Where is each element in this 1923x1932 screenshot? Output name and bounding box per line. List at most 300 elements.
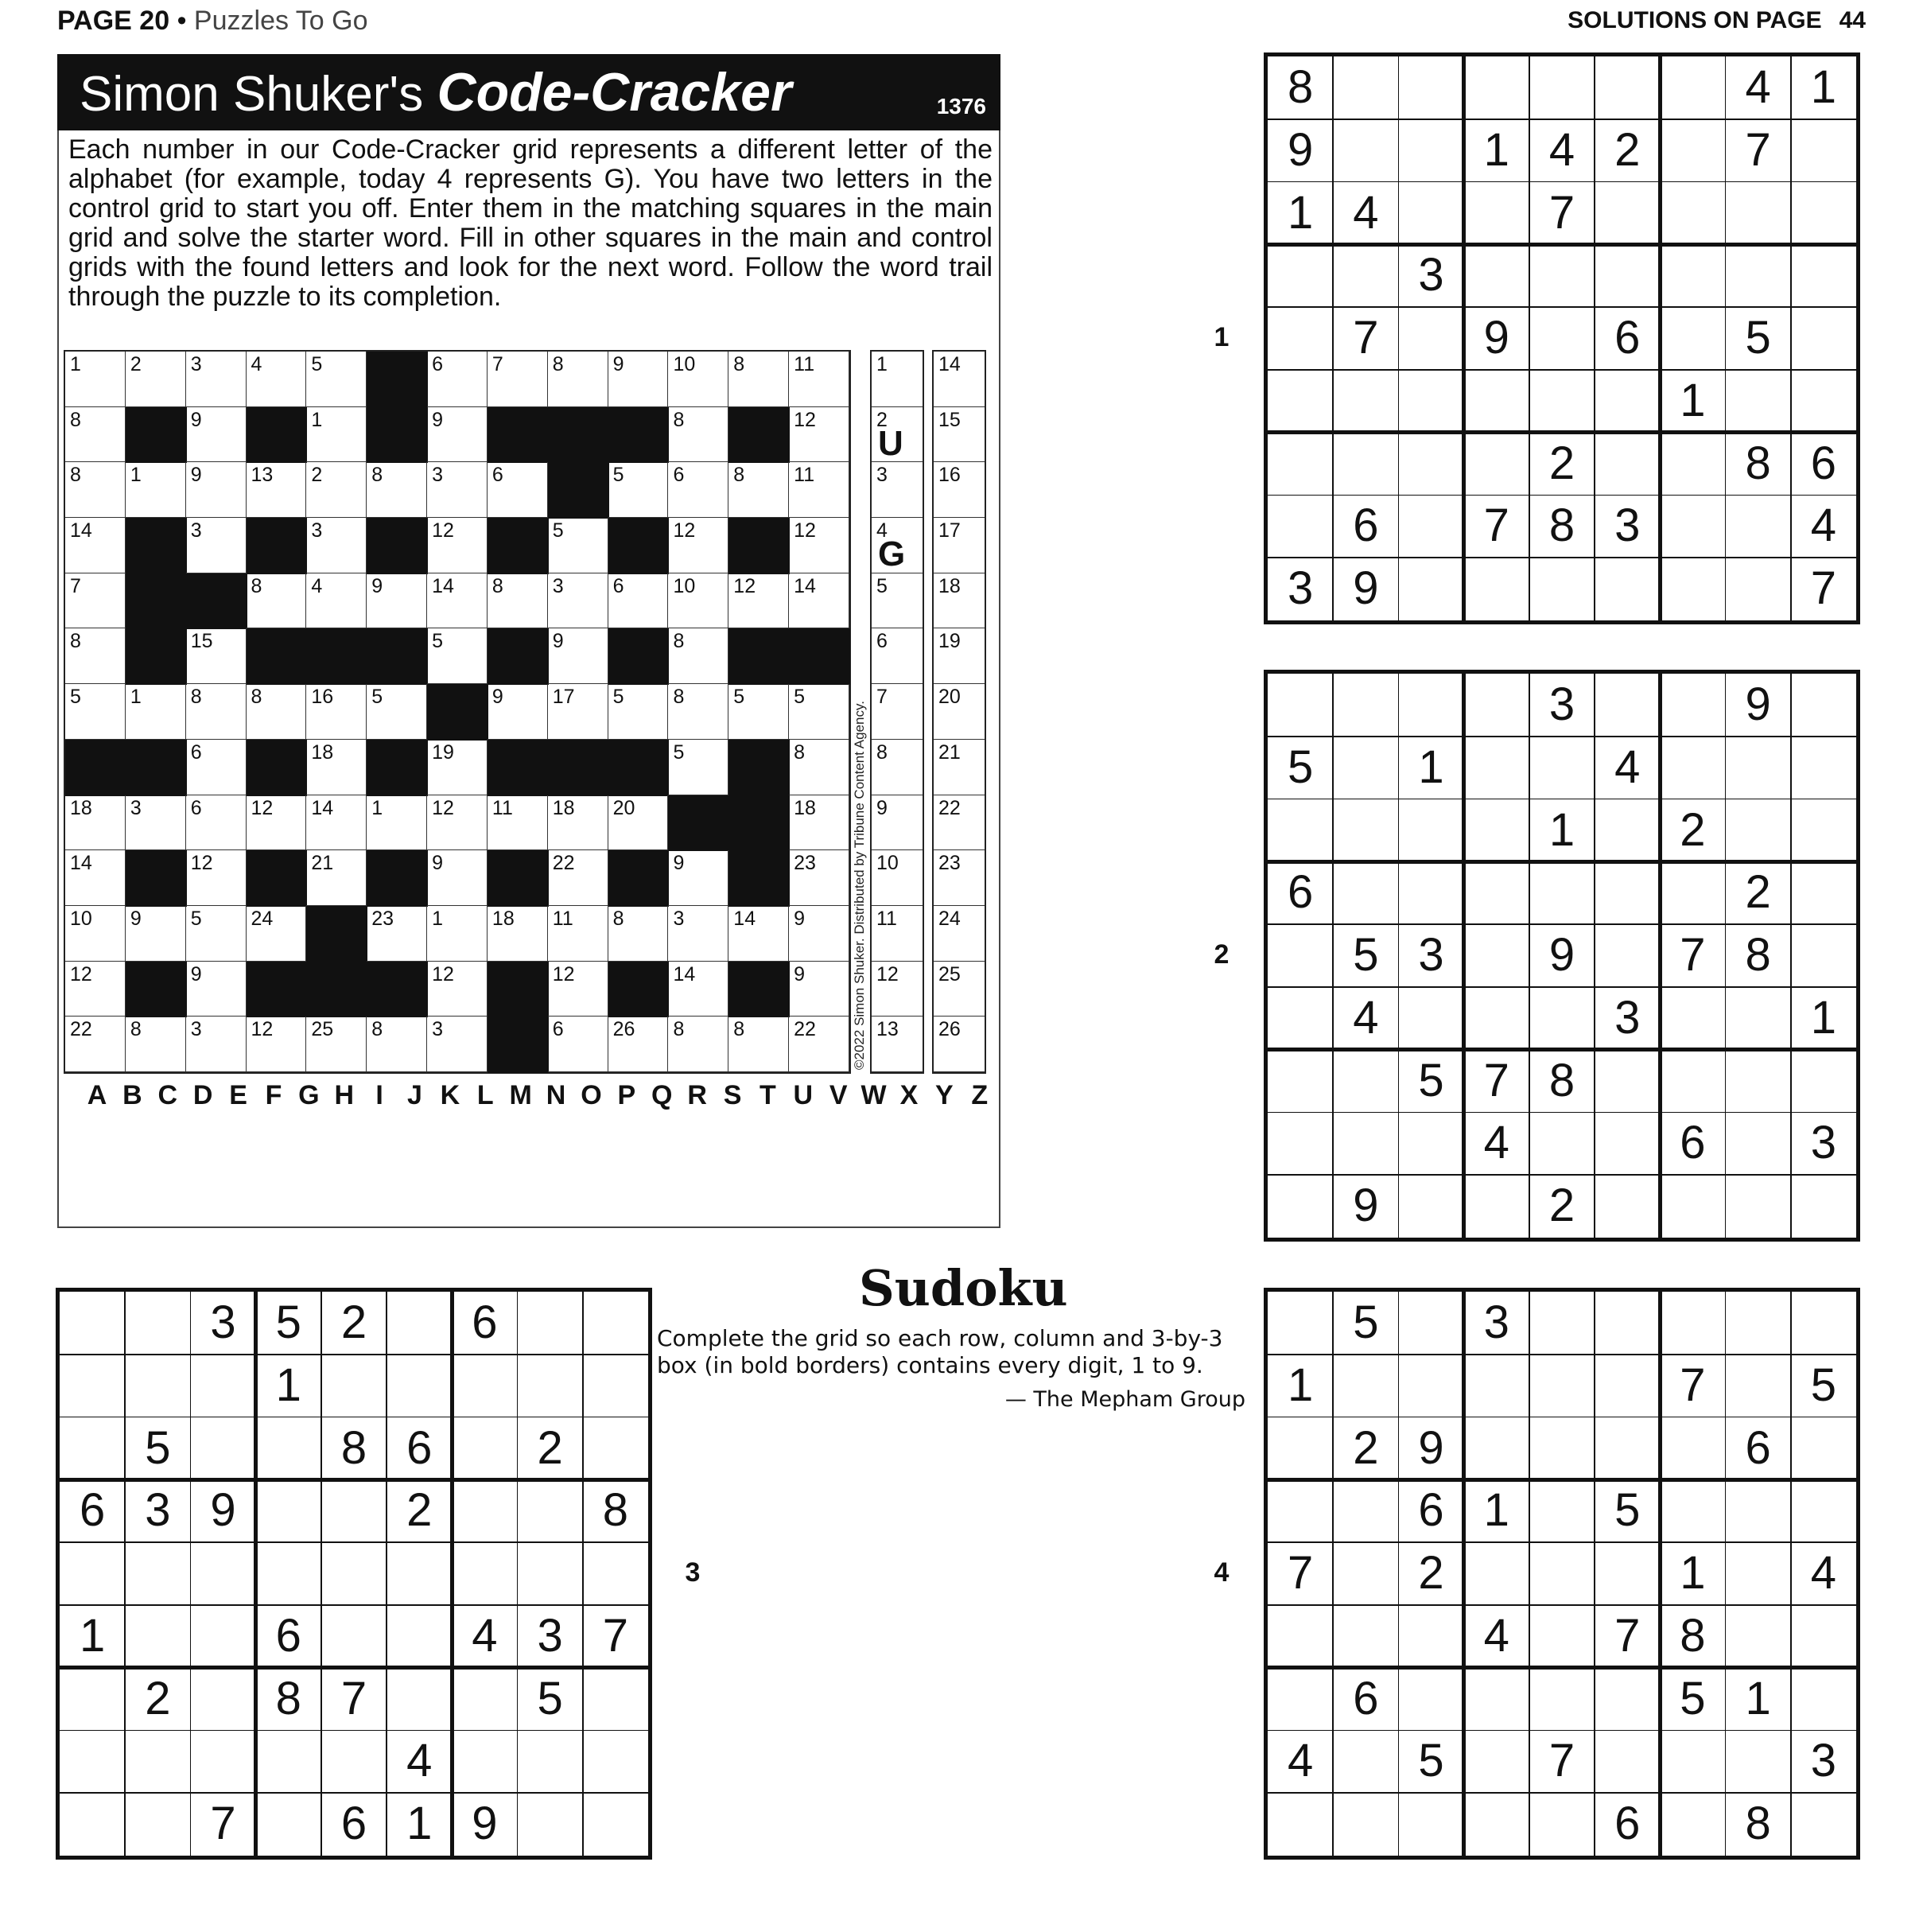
- empty-cell[interactable]: [256, 1793, 321, 1856]
- empty-cell[interactable]: [1464, 56, 1529, 119]
- grid-cell[interactable]: [668, 573, 728, 629]
- empty-cell[interactable]: [1464, 558, 1529, 620]
- empty-cell[interactable]: [518, 1542, 583, 1605]
- empty-cell[interactable]: [1595, 558, 1660, 620]
- empty-cell[interactable]: [1398, 307, 1463, 370]
- control-cell[interactable]: [872, 962, 923, 1017]
- empty-cell[interactable]: [583, 1355, 648, 1417]
- control-cell[interactable]: [872, 795, 923, 851]
- empty-cell[interactable]: [1464, 370, 1529, 433]
- alphabet-letter[interactable]: N: [546, 1080, 566, 1110]
- empty-cell[interactable]: [60, 1542, 125, 1605]
- empty-cell[interactable]: [1726, 370, 1791, 433]
- grid-cell[interactable]: [789, 850, 849, 906]
- empty-cell[interactable]: [1529, 1479, 1595, 1542]
- grid-cell[interactable]: [728, 906, 789, 962]
- empty-cell[interactable]: [1595, 1050, 1660, 1113]
- grid-cell[interactable]: [728, 462, 789, 518]
- empty-cell[interactable]: [1791, 370, 1856, 433]
- empty-cell[interactable]: [1595, 1292, 1660, 1355]
- control-cell[interactable]: [872, 573, 923, 629]
- empty-cell[interactable]: [1726, 1605, 1791, 1668]
- grid-cell[interactable]: [608, 352, 669, 407]
- empty-cell[interactable]: [1595, 1355, 1660, 1417]
- empty-cell[interactable]: [1726, 558, 1791, 620]
- empty-cell[interactable]: [387, 1542, 452, 1605]
- alphabet-letter[interactable]: O: [581, 1080, 602, 1110]
- control-cell[interactable]: [872, 462, 923, 518]
- empty-cell[interactable]: [125, 1730, 190, 1793]
- empty-cell[interactable]: [1529, 1542, 1595, 1605]
- empty-cell[interactable]: [452, 1417, 517, 1480]
- grid-cell[interactable]: [427, 962, 488, 1017]
- empty-cell[interactable]: [1660, 1479, 1725, 1542]
- grid-cell[interactable]: [548, 795, 608, 851]
- empty-cell[interactable]: [1726, 799, 1791, 862]
- grid-cell[interactable]: [126, 352, 186, 407]
- grid-cell[interactable]: [427, 628, 488, 684]
- empty-cell[interactable]: [1464, 861, 1529, 924]
- empty-cell[interactable]: [190, 1605, 255, 1668]
- empty-cell[interactable]: [1268, 1175, 1333, 1238]
- empty-cell[interactable]: [1398, 799, 1463, 862]
- grid-cell[interactable]: [668, 1017, 728, 1072]
- empty-cell[interactable]: [1791, 1417, 1856, 1480]
- grid-cell[interactable]: [427, 518, 488, 573]
- grid-cell[interactable]: [186, 518, 247, 573]
- empty-cell[interactable]: [1333, 1050, 1398, 1113]
- grid-cell[interactable]: [186, 740, 247, 795]
- grid-cell[interactable]: [427, 850, 488, 906]
- empty-cell[interactable]: [452, 1479, 517, 1542]
- grid-cell[interactable]: [427, 573, 488, 629]
- empty-cell[interactable]: [190, 1542, 255, 1605]
- empty-cell[interactable]: [1660, 1793, 1725, 1856]
- alphabet-letter[interactable]: K: [440, 1080, 460, 1110]
- empty-cell[interactable]: [1595, 433, 1660, 496]
- empty-cell[interactable]: [1464, 1668, 1529, 1731]
- empty-cell[interactable]: [1726, 1050, 1791, 1113]
- empty-cell[interactable]: [1660, 737, 1725, 799]
- empty-cell[interactable]: [60, 1668, 125, 1731]
- grid-cell[interactable]: [668, 628, 728, 684]
- control-cell[interactable]: [934, 906, 985, 962]
- grid-cell[interactable]: [306, 740, 367, 795]
- empty-cell[interactable]: [1398, 1112, 1463, 1175]
- empty-cell[interactable]: [1529, 244, 1595, 307]
- empty-cell[interactable]: [518, 1730, 583, 1793]
- grid-cell[interactable]: [306, 795, 367, 851]
- empty-cell[interactable]: [1791, 1050, 1856, 1113]
- grid-cell[interactable]: [668, 462, 728, 518]
- grid-cell[interactable]: [126, 1017, 186, 1072]
- empty-cell[interactable]: [583, 1730, 648, 1793]
- empty-cell[interactable]: [1398, 119, 1463, 182]
- empty-cell[interactable]: [190, 1355, 255, 1417]
- grid-cell[interactable]: [65, 795, 126, 851]
- empty-cell[interactable]: [125, 1542, 190, 1605]
- grid-cell[interactable]: [186, 352, 247, 407]
- grid-cell[interactable]: [548, 1017, 608, 1072]
- empty-cell[interactable]: [1660, 495, 1725, 558]
- empty-cell[interactable]: [518, 1479, 583, 1542]
- grid-cell[interactable]: [126, 795, 186, 851]
- alphabet-letter[interactable]: T: [759, 1080, 776, 1110]
- empty-cell[interactable]: [1791, 1175, 1856, 1238]
- grid-cell[interactable]: [789, 573, 849, 629]
- grid-cell[interactable]: [548, 850, 608, 906]
- empty-cell[interactable]: [1595, 861, 1660, 924]
- grid-cell[interactable]: [789, 740, 849, 795]
- grid-cell[interactable]: [367, 684, 427, 740]
- empty-cell[interactable]: [1726, 1292, 1791, 1355]
- empty-cell[interactable]: [125, 1793, 190, 1856]
- grid-cell[interactable]: [488, 573, 548, 629]
- grid-cell[interactable]: [728, 352, 789, 407]
- empty-cell[interactable]: [1464, 674, 1529, 737]
- empty-cell[interactable]: [1398, 1793, 1463, 1856]
- empty-cell[interactable]: [1726, 1542, 1791, 1605]
- grid-cell[interactable]: [548, 573, 608, 629]
- grid-cell[interactable]: [789, 906, 849, 962]
- grid-cell[interactable]: [427, 407, 488, 463]
- grid-cell[interactable]: [668, 407, 728, 463]
- empty-cell[interactable]: [1333, 1730, 1398, 1793]
- alphabet-letter[interactable]: Y: [935, 1080, 954, 1110]
- grid-cell[interactable]: [789, 795, 849, 851]
- empty-cell[interactable]: [1268, 370, 1333, 433]
- empty-cell[interactable]: [1791, 1793, 1856, 1856]
- empty-cell[interactable]: [1333, 1605, 1398, 1668]
- empty-cell[interactable]: [1726, 1730, 1791, 1793]
- grid-cell[interactable]: [668, 518, 728, 573]
- grid-cell[interactable]: [367, 462, 427, 518]
- grid-cell[interactable]: [488, 906, 548, 962]
- grid-cell[interactable]: [186, 628, 247, 684]
- grid-cell[interactable]: [608, 462, 669, 518]
- empty-cell[interactable]: [452, 1542, 517, 1605]
- empty-cell[interactable]: [1529, 558, 1595, 620]
- empty-cell[interactable]: [1791, 737, 1856, 799]
- grid-cell[interactable]: [126, 684, 186, 740]
- empty-cell[interactable]: [1791, 1292, 1856, 1355]
- grid-cell[interactable]: [65, 684, 126, 740]
- grid-cell[interactable]: [728, 1017, 789, 1072]
- grid-cell[interactable]: [306, 518, 367, 573]
- empty-cell[interactable]: [583, 1793, 648, 1856]
- empty-cell[interactable]: [1726, 244, 1791, 307]
- empty-cell[interactable]: [1595, 56, 1660, 119]
- grid-cell[interactable]: [65, 518, 126, 573]
- control-cell[interactable]: [872, 850, 923, 906]
- empty-cell[interactable]: [518, 1292, 583, 1355]
- empty-cell[interactable]: [1595, 799, 1660, 862]
- grid-cell[interactable]: [306, 850, 367, 906]
- grid-cell[interactable]: [668, 684, 728, 740]
- empty-cell[interactable]: [1464, 924, 1529, 987]
- empty-cell[interactable]: [1398, 1355, 1463, 1417]
- empty-cell[interactable]: [1529, 1112, 1595, 1175]
- empty-cell[interactable]: [1660, 119, 1725, 182]
- grid-cell[interactable]: [789, 352, 849, 407]
- grid-cell[interactable]: [65, 962, 126, 1017]
- empty-cell[interactable]: [1595, 1112, 1660, 1175]
- grid-cell[interactable]: [65, 850, 126, 906]
- grid-cell[interactable]: [126, 906, 186, 962]
- empty-cell[interactable]: [1595, 1175, 1660, 1238]
- empty-cell[interactable]: [1529, 1417, 1595, 1480]
- empty-cell[interactable]: [125, 1355, 190, 1417]
- alphabet-letter[interactable]: D: [192, 1080, 213, 1110]
- empty-cell[interactable]: [1529, 1292, 1595, 1355]
- empty-cell[interactable]: [125, 1605, 190, 1668]
- grid-cell[interactable]: [728, 684, 789, 740]
- grid-cell[interactable]: [608, 573, 669, 629]
- alphabet-letter[interactable]: I: [375, 1080, 383, 1110]
- empty-cell[interactable]: [452, 1730, 517, 1793]
- empty-cell[interactable]: [1268, 1479, 1333, 1542]
- empty-cell[interactable]: [1595, 1668, 1660, 1731]
- alphabet-letter[interactable]: R: [687, 1080, 707, 1110]
- empty-cell[interactable]: [1464, 182, 1529, 245]
- empty-cell[interactable]: [321, 1355, 387, 1417]
- empty-cell[interactable]: [1791, 119, 1856, 182]
- empty-cell[interactable]: [1595, 244, 1660, 307]
- empty-cell[interactable]: [190, 1668, 255, 1731]
- grid-cell[interactable]: [427, 352, 488, 407]
- empty-cell[interactable]: [1333, 1112, 1398, 1175]
- empty-cell[interactable]: [1333, 1355, 1398, 1417]
- grid-cell[interactable]: [65, 573, 126, 629]
- grid-cell[interactable]: [247, 684, 307, 740]
- empty-cell[interactable]: [1268, 674, 1333, 737]
- empty-cell[interactable]: [1333, 861, 1398, 924]
- empty-cell[interactable]: [1660, 1050, 1725, 1113]
- grid-cell[interactable]: [789, 407, 849, 463]
- empty-cell[interactable]: [1464, 1730, 1529, 1793]
- grid-cell[interactable]: [306, 1017, 367, 1072]
- grid-cell[interactable]: [306, 684, 367, 740]
- empty-cell[interactable]: [583, 1292, 648, 1355]
- grid-cell[interactable]: [186, 462, 247, 518]
- empty-cell[interactable]: [1398, 861, 1463, 924]
- grid-cell[interactable]: [247, 795, 307, 851]
- empty-cell[interactable]: [1660, 56, 1725, 119]
- empty-cell[interactable]: [452, 1355, 517, 1417]
- empty-cell[interactable]: [1333, 1793, 1398, 1856]
- empty-cell[interactable]: [1333, 1542, 1398, 1605]
- control-cell[interactable]: [872, 352, 923, 407]
- control-cell[interactable]: [934, 352, 985, 407]
- empty-cell[interactable]: [1268, 799, 1333, 862]
- empty-cell[interactable]: [60, 1417, 125, 1480]
- grid-cell[interactable]: [247, 573, 307, 629]
- control-cell[interactable]: [872, 628, 923, 684]
- empty-cell[interactable]: [1333, 244, 1398, 307]
- alphabet-letter[interactable]: L: [476, 1080, 494, 1110]
- empty-cell[interactable]: [1398, 558, 1463, 620]
- empty-cell[interactable]: [1268, 1605, 1333, 1668]
- empty-cell[interactable]: [1398, 1668, 1463, 1731]
- empty-cell[interactable]: [1660, 987, 1725, 1050]
- empty-cell[interactable]: [1660, 433, 1725, 496]
- empty-cell[interactable]: [1791, 861, 1856, 924]
- empty-cell[interactable]: [387, 1355, 452, 1417]
- empty-cell[interactable]: [387, 1668, 452, 1731]
- grid-cell[interactable]: [65, 906, 126, 962]
- control-cell[interactable]: [934, 850, 985, 906]
- empty-cell[interactable]: [1398, 433, 1463, 496]
- alphabet-letter[interactable]: W: [860, 1080, 887, 1110]
- empty-cell[interactable]: [256, 1542, 321, 1605]
- control-cell[interactable]: [934, 573, 985, 629]
- grid-cell[interactable]: [548, 352, 608, 407]
- grid-cell[interactable]: [247, 906, 307, 962]
- alphabet-letter[interactable]: U: [793, 1080, 814, 1110]
- empty-cell[interactable]: [1595, 1542, 1660, 1605]
- grid-cell[interactable]: [186, 906, 247, 962]
- empty-cell[interactable]: [1398, 56, 1463, 119]
- empty-cell[interactable]: [1464, 433, 1529, 496]
- empty-cell[interactable]: [518, 1355, 583, 1417]
- empty-cell[interactable]: [1398, 1292, 1463, 1355]
- empty-cell[interactable]: [1529, 1668, 1595, 1731]
- grid-cell[interactable]: [306, 462, 367, 518]
- empty-cell[interactable]: [1529, 307, 1595, 370]
- grid-cell[interactable]: [367, 573, 427, 629]
- empty-cell[interactable]: [1660, 558, 1725, 620]
- empty-cell[interactable]: [1268, 1668, 1333, 1731]
- empty-cell[interactable]: [1660, 1730, 1725, 1793]
- grid-cell[interactable]: [186, 684, 247, 740]
- empty-cell[interactable]: [1268, 1112, 1333, 1175]
- grid-cell[interactable]: [608, 906, 669, 962]
- empty-cell[interactable]: [60, 1355, 125, 1417]
- grid-cell[interactable]: [186, 407, 247, 463]
- empty-cell[interactable]: [1464, 1417, 1529, 1480]
- alphabet-letter[interactable]: G: [298, 1080, 320, 1110]
- empty-cell[interactable]: [1333, 674, 1398, 737]
- alphabet-letter[interactable]: J: [407, 1080, 422, 1110]
- control-cell[interactable]: [934, 518, 985, 573]
- control-cell[interactable]: [934, 740, 985, 795]
- grid-cell[interactable]: [488, 462, 548, 518]
- control-cell[interactable]: [872, 740, 923, 795]
- alphabet-letter[interactable]: M: [509, 1080, 532, 1110]
- empty-cell[interactable]: [321, 1479, 387, 1542]
- grid-cell[interactable]: [247, 352, 307, 407]
- grid-cell[interactable]: [488, 684, 548, 740]
- alphabet-letter[interactable]: H: [334, 1080, 355, 1110]
- grid-cell[interactable]: [306, 573, 367, 629]
- empty-cell[interactable]: [1333, 433, 1398, 496]
- empty-cell[interactable]: [60, 1292, 125, 1355]
- empty-cell[interactable]: [1398, 1175, 1463, 1238]
- empty-cell[interactable]: [321, 1605, 387, 1668]
- empty-cell[interactable]: [190, 1417, 255, 1480]
- grid-cell[interactable]: [427, 740, 488, 795]
- control-cell[interactable]: [934, 684, 985, 740]
- empty-cell[interactable]: [1660, 1417, 1725, 1480]
- alphabet-letter[interactable]: Z: [971, 1080, 989, 1110]
- grid-cell[interactable]: [668, 906, 728, 962]
- control-cell[interactable]: [934, 795, 985, 851]
- empty-cell[interactable]: [583, 1542, 648, 1605]
- empty-cell[interactable]: [1464, 799, 1529, 862]
- empty-cell[interactable]: [1529, 737, 1595, 799]
- grid-cell[interactable]: [186, 962, 247, 1017]
- empty-cell[interactable]: [1660, 674, 1725, 737]
- empty-cell[interactable]: [125, 1292, 190, 1355]
- control-cell[interactable]: [934, 1017, 985, 1072]
- grid-cell[interactable]: [306, 352, 367, 407]
- empty-cell[interactable]: [60, 1793, 125, 1856]
- empty-cell[interactable]: [1791, 1479, 1856, 1542]
- grid-cell[interactable]: [668, 850, 728, 906]
- empty-cell[interactable]: [60, 1730, 125, 1793]
- empty-cell[interactable]: [1268, 1793, 1333, 1856]
- control-cell[interactable]: [872, 906, 923, 962]
- grid-cell[interactable]: [306, 407, 367, 463]
- empty-cell[interactable]: [1398, 987, 1463, 1050]
- grid-cell[interactable]: [548, 962, 608, 1017]
- empty-cell[interactable]: [1268, 495, 1333, 558]
- empty-cell[interactable]: [1268, 1417, 1333, 1480]
- control-cell[interactable]: [934, 407, 985, 463]
- grid-cell[interactable]: [608, 795, 669, 851]
- empty-cell[interactable]: [1464, 1355, 1529, 1417]
- alphabet-letter[interactable]: A: [87, 1080, 107, 1110]
- empty-cell[interactable]: [1726, 495, 1791, 558]
- empty-cell[interactable]: [1398, 1605, 1463, 1668]
- grid-cell[interactable]: [65, 352, 126, 407]
- grid-cell[interactable]: [65, 407, 126, 463]
- grid-cell[interactable]: [367, 906, 427, 962]
- empty-cell[interactable]: [1726, 1175, 1791, 1238]
- empty-cell[interactable]: [1398, 495, 1463, 558]
- control-cell[interactable]: [934, 462, 985, 518]
- empty-cell[interactable]: [1726, 987, 1791, 1050]
- empty-cell[interactable]: [1660, 1292, 1725, 1355]
- grid-cell[interactable]: [427, 795, 488, 851]
- empty-cell[interactable]: [1791, 799, 1856, 862]
- empty-cell[interactable]: [1595, 924, 1660, 987]
- empty-cell[interactable]: [1268, 244, 1333, 307]
- empty-cell[interactable]: [1529, 1605, 1595, 1668]
- grid-cell[interactable]: [247, 462, 307, 518]
- empty-cell[interactable]: [1595, 1417, 1660, 1480]
- empty-cell[interactable]: [1791, 1668, 1856, 1731]
- empty-cell[interactable]: [1660, 182, 1725, 245]
- grid-cell[interactable]: [789, 462, 849, 518]
- control-cell[interactable]: [934, 628, 985, 684]
- empty-cell[interactable]: [1464, 1793, 1529, 1856]
- grid-cell[interactable]: [367, 1017, 427, 1072]
- alphabet-letter[interactable]: X: [899, 1080, 919, 1110]
- alphabet-letter[interactable]: S: [723, 1080, 742, 1110]
- grid-cell[interactable]: [608, 684, 669, 740]
- empty-cell[interactable]: [1333, 56, 1398, 119]
- grid-cell[interactable]: [548, 518, 608, 573]
- grid-cell[interactable]: [65, 462, 126, 518]
- control-cell[interactable]: [872, 518, 923, 573]
- empty-cell[interactable]: [1791, 307, 1856, 370]
- empty-cell[interactable]: [1726, 182, 1791, 245]
- empty-cell[interactable]: [1791, 244, 1856, 307]
- empty-cell[interactable]: [1726, 737, 1791, 799]
- empty-cell[interactable]: [1333, 119, 1398, 182]
- alphabet-letter[interactable]: B: [122, 1080, 142, 1110]
